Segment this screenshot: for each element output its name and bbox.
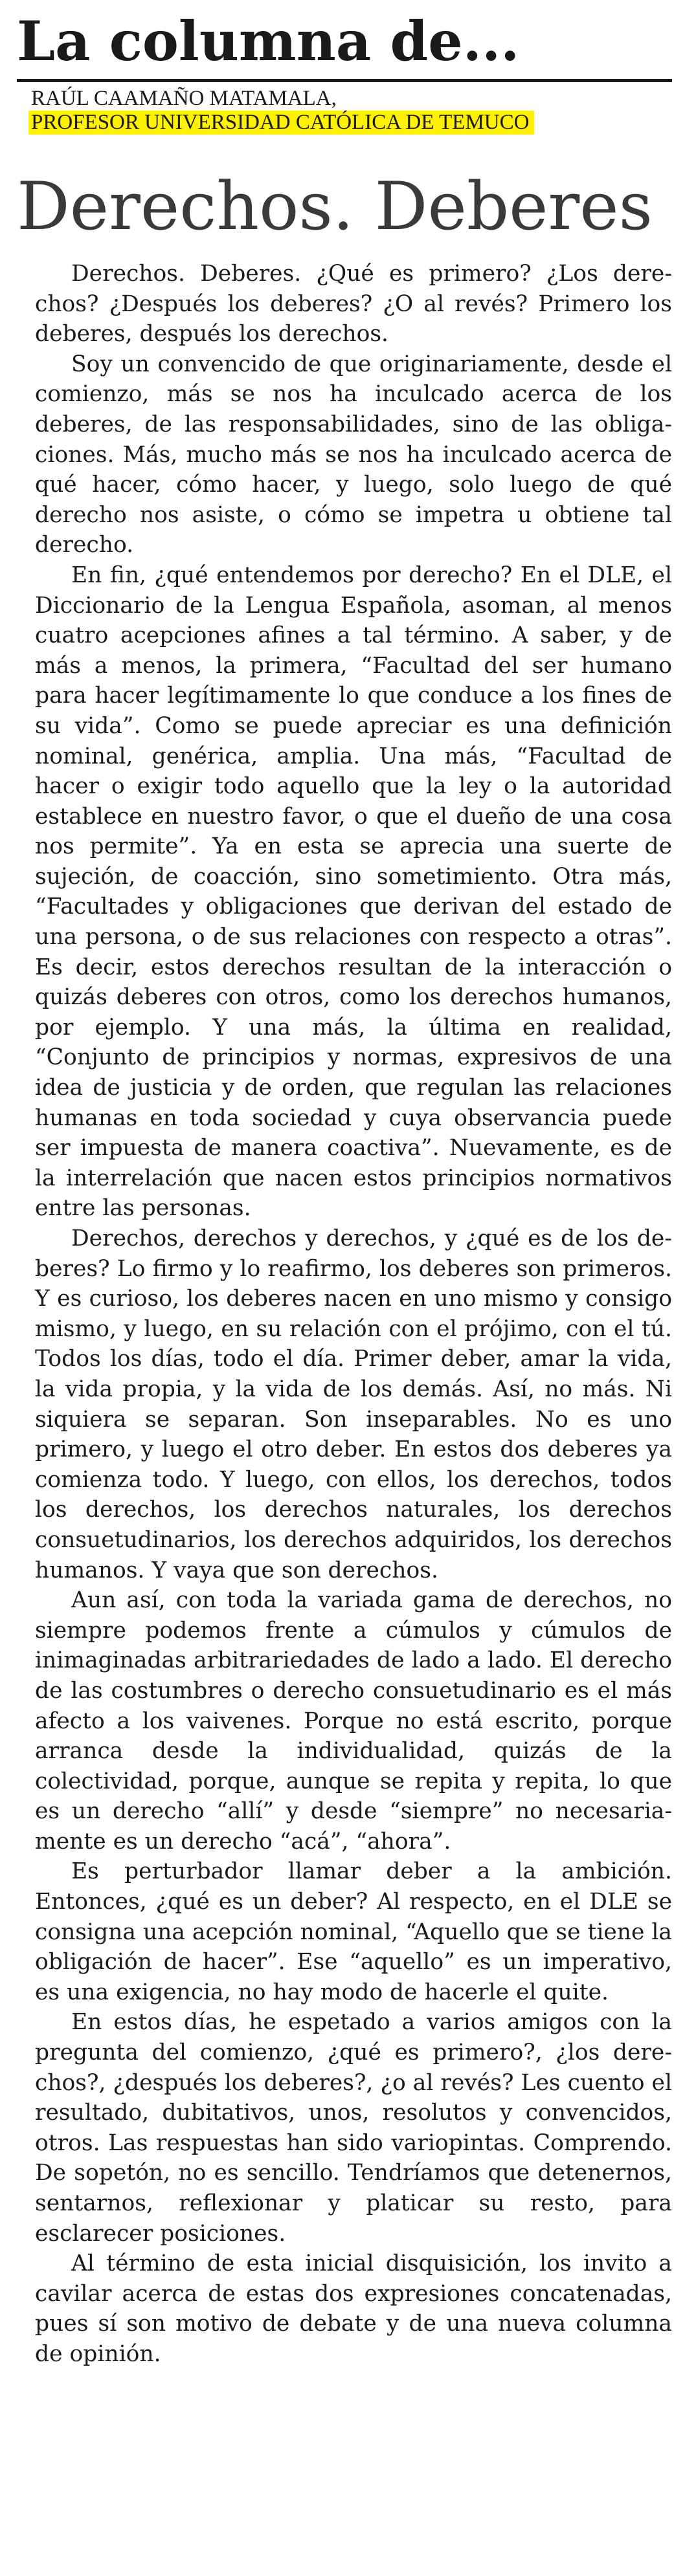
paragraph: Soy un convencido de que originariamente, desde el comienzo, más se nos ha inculcado acerca de los deberes, de las responsabilidades, sino de las obligaciones. Más, mucho más se nos ha inculcado acerca de qué hacer, cómo hacer, y luego, solo luego de qué derecho nos asiste, o cómo se impetra u obtiene tal derecho. <box>35 351 672 558</box>
author-name: RAÚL CAAMAÑO MATAMALA, <box>31 87 337 110</box>
paragraph: En estos días, he espetado a varios amigos con la pregunta del comienzo, ¿qué es primero?, ¿los derechos?, ¿después los deberes?, ¿o al revés? Les cuento el resultado, dubitativos, unos, resolutos y convencidos, otros. Las respuestas han sido variopintas. Comprendo. De sopetón, no es sencillo. Tendríamos que detenernos, sentarnos, reflexionar y platicar su resto, para esclarecer posiciones. <box>35 2009 672 2247</box>
paragraph: Derechos, derechos y derechos, y ¿qué es de los deberes? Lo firmo y lo reafirmo, los deberes son primeros. Y es curioso, los deberes nacen en uno mismo y consigo mismo, y luego, en su relación con el prójimo, con el tú. Todos los días, todo el día. Primer deber, amar la vida, la vida propia, y la vida de los demás. Así, no más. Ni siquiera se separan. Son inseparables. No es uno primero, y luego el otro deber. En estos dos deberes ya comienza todo. Y luego, con ellos, los derechos, todos los derechos, los derechos naturales, los derechos consuetudinarios, los derechos adquiridos, los derechos humanos. Y vaya que son derechos. <box>35 1226 672 1583</box>
paragraph: Derechos. Deberes. ¿Qué es primero? ¿Los derechos? ¿Después los deberes? ¿O al revés? Primero los deberes, después los derechos. <box>35 261 672 347</box>
paragraph: Aun así, con toda la variada gama de derechos, no siempre podemos frente a cúmulos y cúmulos de inimaginadas arbitrariedades de lado a lado. El derecho de las costumbres o derecho consuetudinario es el más afecto a los vaivenes. Porque no está escrito, porque arranca desde la individualidad, quizás de la colectividad, porque, aunque se repita y repita, lo que es un derecho “allí” y desde “siempre” no necesariamente es un derecho “acá”, “ahora”. <box>35 1587 672 1855</box>
title-divider <box>17 79 672 82</box>
paragraph: Al término de esta inicial disquisición, los invito a cavilar acerca de estas dos expresiones concatenadas, pues sí son motivo de debate y de una nueva columna de opinión. <box>35 2251 672 2367</box>
paragraph: Es perturbador llamar deber a la ambición. Entonces, ¿qué es un deber? Al respecto, en el DLE se consigna una acepción nominal, “Aquello que se tiene la obligación de hacer”. Ese “aquello” es un imperativo, es una exigencia, no hay modo de hacerle el quite. <box>35 1858 672 2005</box>
column-section-title: La columna de... <box>17 9 520 73</box>
paragraph: En fin, ¿qué entendemos por derecho? En el DLE, el Diccionario de la Lengua Española, asoman, al menos cuatro acepciones afines a tal término. A saber, y de más a menos, la primera, “Facultad del ser humano para hacer legítimamente lo que conduce a los fines de su vida”. Como se puede apreciar es una definición nominal, genérica, amplia. Una más, “Facultad de hacer o exigir todo aquello que la ley o la autoridad establece en nuestro favor, o que el dueño de una cosa nos permite”. Ya en esta se aprecia una suerte de sujeción, de coacción, sino sometimiento. Otra más, “Facultades y obligaciones que derivan del estado de una persona, o de sus relaciones con respecto a otras”. Es decir, estos derechos resultan de la interacción o quizás deberes con otros, como los derechos humanos, por ejemplo. Y una más, la última en realidad, “Conjunto de principios y normas, expresivos de una idea de justicia y de orden, que regulan las relaciones humanas en toda sociedad y cuya observancia puede ser impuesta de manera coactiva”. Nuevamente, es de la interrelación que nacen estos principios normativos entre las personas. <box>35 562 672 1222</box>
article-headline: Derechos. Deberes <box>17 168 653 245</box>
byline <box>31 87 534 135</box>
author-affiliation: PROFESOR UNIVERSIDAD CATÓLICA DE TEMUCO <box>28 111 534 135</box>
article-body <box>35 259 672 2370</box>
